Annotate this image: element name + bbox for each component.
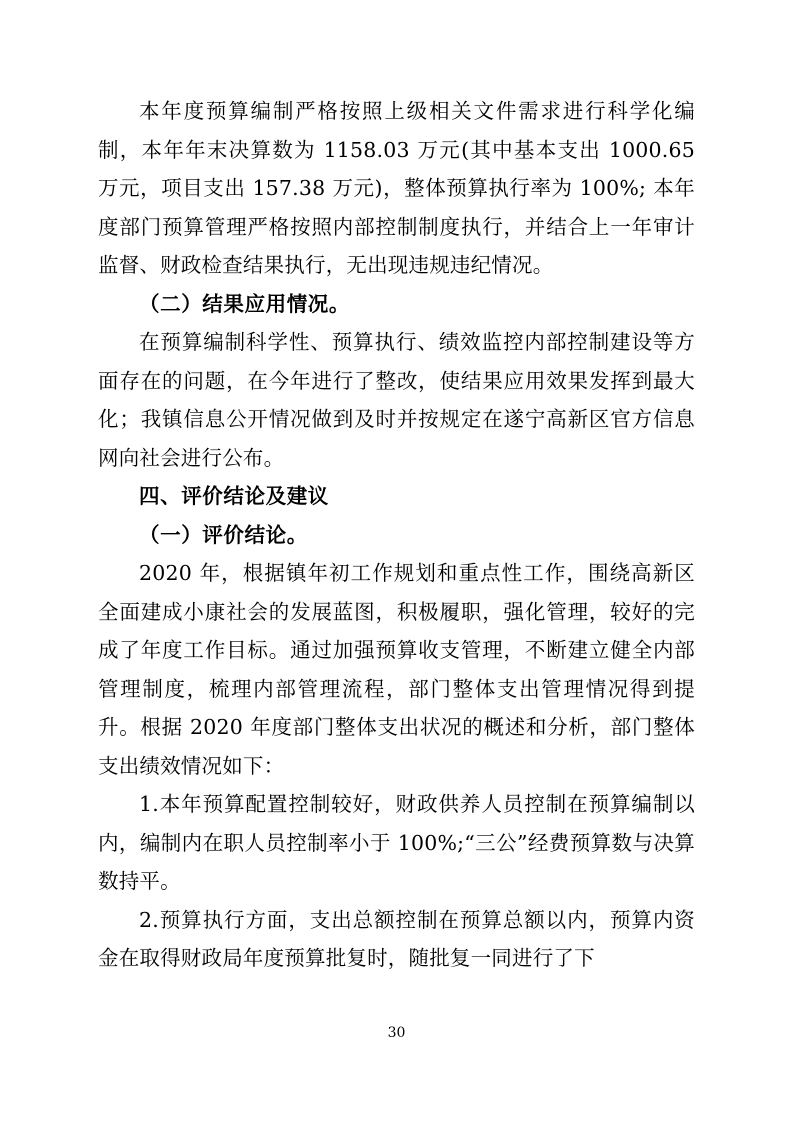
paragraph-result-application: 在预算编制科学性、预算执行、绩效监控内部控制建设等方面存在的问题，在今年进行了整改，使结果应用效果发挥到最大化；我镇信息公开情况做到及时并按规定在遂宁高新区官方信息网向社会进行公布。: [98, 330, 695, 470]
paragraph-item-1: 1.本年预算配置控制较好，财政供养人员控制在预算编制以内，编制内在职人员控制率小于 100%;“三公”经费预算数与决算数持平。: [98, 792, 695, 893]
document-body: [98, 92, 695, 978]
paragraph-budget-execution: 本年度预算编制严格按照上级相关文件需求进行科学化编制，本年年末决算数为 1158.03 万元(其中基本支出 1000.65 万元，项目支出 157.38 万元)，整体预算执行率为 100%; 本年度部门预算管理严格按照内部控制制度执行，并结合上一年审计监督、财政检查结果执行，无出现违规违纪情况。: [98, 99, 695, 277]
paragraph-item-2: 2.预算执行方面，支出总额控制在预算总额以内，预算内资金在取得财政局年度预算批复时，随批复一同进行了下: [98, 907, 695, 970]
paragraph-2020-overview: 2020 年，根据镇年初工作规划和重点性工作，围绕高新区全面建成小康社会的发展蓝图，积极履职，强化管理，较好的完成了年度工作目标。通过加强预算收支管理，不断建立健全内部管理制度，梳理内部管理流程，部门整体支出管理情况得到提升。根据 2020 年度部门整体支出状况的概述和分析，部门整体支出绩效情况如下：: [98, 561, 695, 778]
heading-result-application: （二）结果应用情况。: [139, 291, 350, 316]
heading-evaluation-conclusion: （一）评价结论。: [139, 522, 308, 547]
page-number: 30: [387, 1025, 406, 1041]
heading-section-four: 四、评价结论及建议: [139, 484, 329, 508]
